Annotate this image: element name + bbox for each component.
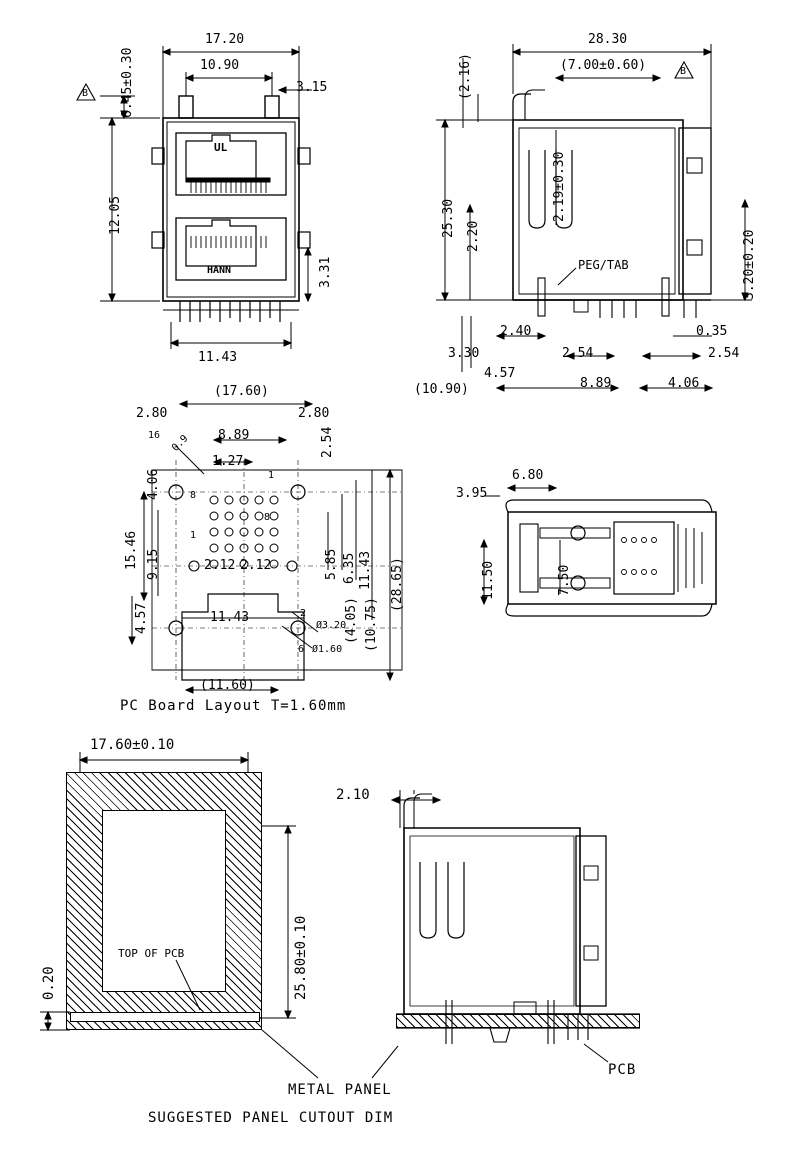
pcb-dim-17-60: (17.60) bbox=[214, 384, 269, 399]
side-dim-2-40: 2.40 bbox=[500, 324, 532, 339]
side-flag-b: B bbox=[680, 66, 687, 77]
pcb-dim-9-15: 9.15 bbox=[146, 548, 161, 580]
side-dim-8-89: 8.89 bbox=[580, 376, 612, 391]
pcb-note-qty-2: 2 bbox=[300, 608, 307, 619]
pcb-note-qty-6: 6 bbox=[298, 644, 305, 655]
panel-cutout-caption: SUGGESTED PANEL CUTOUT DIM bbox=[148, 1110, 394, 1126]
pcb-dim-15-46: 15.46 bbox=[124, 530, 139, 570]
pcb-note-16: 16 bbox=[148, 430, 161, 441]
pcb-dim-4-05: (4.05) bbox=[344, 597, 359, 644]
top-dim-11-50: 11.50 bbox=[481, 560, 496, 600]
pcb-dim-2-80-l: 2.80 bbox=[136, 406, 168, 421]
pcb-layout-caption: PC Board Layout T=1.60mm bbox=[120, 698, 347, 714]
pcb-dim-2-80-r: 2.80 bbox=[298, 406, 330, 421]
top-dim-6-80: 6.80 bbox=[512, 468, 544, 483]
top-dim-7-50: 7.50 bbox=[557, 564, 572, 596]
pcb-dim-11-60: (11.60) bbox=[200, 678, 255, 693]
pcb-dim-5-85: 5.85 bbox=[324, 548, 339, 580]
peg-tab-label: PEG/TAB bbox=[578, 258, 629, 272]
panel-dim-0-20: 0.20 bbox=[41, 966, 57, 1000]
pcb-note-dia-1-60: Ø1.60 bbox=[312, 644, 343, 655]
side-dim-4-57: 4.57 bbox=[484, 366, 516, 381]
panel-dim-17-60: 17.60±0.10 bbox=[90, 737, 175, 753]
side-dim-10-90: (10.90) bbox=[414, 382, 469, 397]
panel-dim-25-80: 25.80±0.10 bbox=[293, 915, 309, 1000]
pcb-dim-10-75: (10.75) bbox=[364, 597, 379, 652]
pcb-dim-1-27: 1.27 bbox=[212, 454, 244, 469]
side-dim-0-35: 0.35 bbox=[696, 324, 728, 339]
front-logo-ul: UL bbox=[214, 141, 228, 154]
pcb-dim-11-43-b: 11.43 bbox=[210, 610, 250, 625]
assembly-dim-2-10: 2.10 bbox=[336, 787, 370, 803]
pcb-dim-4-57: 4.57 bbox=[134, 602, 149, 634]
pcb-dim-2-12-a: 2.12 bbox=[204, 558, 236, 573]
side-dim-2-19: 2.19±0.30 bbox=[552, 151, 567, 222]
top-dim-3-95: 3.95 bbox=[456, 486, 488, 501]
front-flag-b: B bbox=[82, 88, 89, 99]
metal-panel-label: METAL PANEL bbox=[288, 1082, 392, 1098]
side-dim-2-20: 2.20 bbox=[466, 220, 481, 252]
pcb-pin-8-top: 8 bbox=[190, 490, 197, 501]
front-dim-17-20: 17.20 bbox=[205, 32, 245, 47]
front-logo-hann: HANN bbox=[207, 265, 232, 276]
front-dim-12-05: 12.05 bbox=[108, 195, 123, 235]
panel-top-of-pcb-label: TOP OF PCB bbox=[118, 947, 185, 960]
pcb-dim-11-43-r: 11.43 bbox=[358, 550, 373, 590]
pcb-dim-2-12-b: 2.12 bbox=[240, 558, 272, 573]
pcb-pin-1-bot: 1 bbox=[190, 530, 197, 541]
pcb-label: PCB bbox=[608, 1062, 637, 1078]
front-dim-3-15: 3.15 bbox=[296, 80, 328, 95]
side-dim-2-16: (2.16) bbox=[458, 53, 473, 100]
pcb-dim-4-06: 4.06 bbox=[146, 468, 161, 500]
front-dim-3-31: 3.31 bbox=[318, 256, 333, 288]
side-dim-2-54-b: 2.54 bbox=[708, 346, 740, 361]
front-dim-10-90: 10.90 bbox=[200, 58, 240, 73]
side-dim-3-20: 3.20±0.20 bbox=[742, 229, 757, 300]
pcb-pin-8-bot: 8 bbox=[264, 512, 271, 523]
pcb-pin-1-top: 1 bbox=[268, 470, 275, 481]
pcb-note-0-9: 0.9 bbox=[170, 433, 191, 454]
pcb-dim-6-35: 6.35 bbox=[342, 552, 357, 584]
front-dim-11-43: 11.43 bbox=[198, 350, 238, 365]
pcb-dim-2-54: 2.54 bbox=[320, 426, 335, 458]
side-dim-28-30: 28.30 bbox=[588, 32, 628, 47]
pcb-note-dia-3-20: Ø3.20 bbox=[316, 620, 347, 631]
front-dim-6-45: 6.45±0.30 bbox=[120, 47, 135, 118]
pcb-dim-28-65: (28.65) bbox=[390, 557, 405, 612]
pcb-dim-8-89: 8.89 bbox=[218, 428, 250, 443]
side-dim-7-00: (7.00±0.60) bbox=[560, 58, 647, 73]
side-dim-4-06: 4.06 bbox=[668, 376, 700, 391]
side-dim-2-54-a: 2.54 bbox=[562, 346, 594, 361]
side-dim-25-30: 25.30 bbox=[441, 198, 456, 238]
side-dim-3-30: 3.30 bbox=[448, 346, 480, 361]
